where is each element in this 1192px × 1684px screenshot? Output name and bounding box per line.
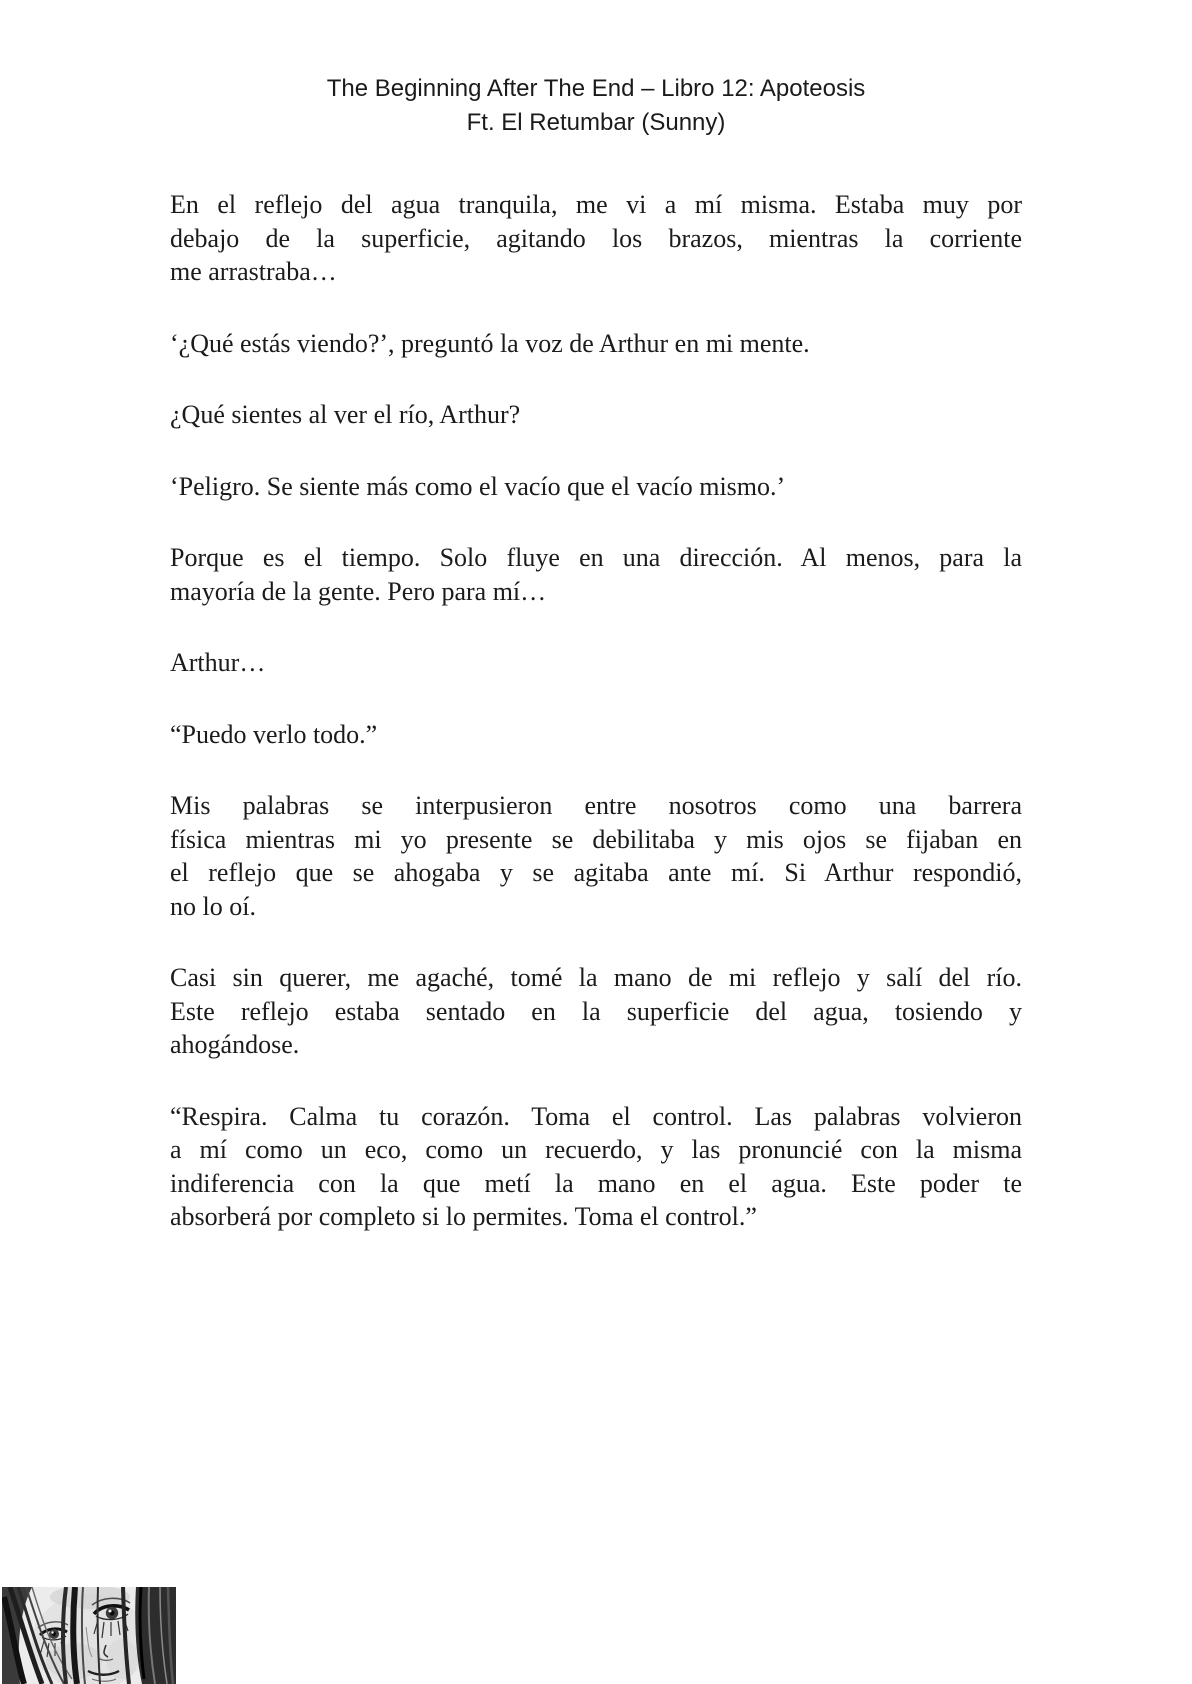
paragraph — [170, 541, 1022, 608]
paragraph — [170, 718, 1022, 752]
paragraph-line: Porque es el tiempo. Solo fluye en una dirección. Al menos, para la — [170, 543, 1022, 572]
paragraph — [170, 789, 1022, 923]
paragraph-line: me arrastraba… — [170, 257, 337, 286]
paragraph-line: debajo de la superficie, agitando los brazos, mientras la corriente — [170, 223, 1022, 253]
paragraph-line: Este reflejo estaba sentado en la superficie del agua, tosiendo y — [170, 996, 1022, 1026]
paragraph-line: “Puedo verlo todo.” — [170, 719, 378, 749]
paragraph-line: Arthur… — [170, 648, 266, 677]
manga-face-drawing — [2, 1587, 176, 1684]
document-title-line2: Ft. El Retumbar (Sunny) — [466, 109, 726, 136]
paragraph — [170, 1100, 1022, 1234]
paragraph-line: “Respira. Calma tu corazón. Toma el control. Las palabras volvieron — [170, 1101, 1022, 1131]
paragraph-line: Mis palabras se interpusieron entre nosotros como una barrera — [170, 791, 1022, 820]
paragraph-line: Casi sin querer, me agaché, tomé la mano de mi reflejo y salí del río. — [170, 963, 1022, 992]
paragraph — [170, 961, 1022, 1062]
paragraph — [170, 398, 1022, 432]
paragraph — [170, 188, 1022, 289]
paragraph — [170, 646, 1022, 680]
paragraph-line: ahogándose. — [170, 1030, 300, 1059]
document-title-line1: The Beginning After The End – Libro 12: Apoteosis — [326, 75, 866, 102]
manga-face-illustration — [2, 1587, 176, 1684]
paragraph-line: absorberá por completo si lo permites. Toma el control.” — [170, 1202, 757, 1231]
paragraph — [170, 327, 1022, 361]
paragraph-line: ‘¿Qué estás viendo?’, preguntó la voz de Arthur en mi mente. — [170, 328, 810, 358]
paragraph-line: el reflejo que se ahogaba y se agitaba ante mí. Si Arthur respondió, — [170, 858, 1022, 887]
paragraph-line: física mientras mi yo presente se debilitaba y mis ojos se fijaban en — [170, 824, 1022, 854]
paragraph-line: ‘Peligro. Se siente más como el vacío que el vacío mismo.’ — [170, 471, 786, 501]
paragraph-line: a mí como un eco, como un recuerdo, y las pronuncié con la misma — [170, 1135, 1022, 1164]
paragraph-line: ¿Qué sientes al ver el río, Arthur? — [170, 400, 521, 429]
document-header — [0, 0, 1192, 140]
document-body — [170, 188, 1022, 1234]
paragraph-line: no lo oí. — [170, 891, 256, 921]
paragraph-line: indiferencia con la que metí la mano en el agua. Este poder te — [170, 1168, 1022, 1198]
paragraph-line: mayoría de la gente. Pero para mí… — [170, 576, 547, 606]
paragraph — [170, 470, 1022, 504]
paragraph-line: En el reflejo del agua tranquila, me vi a mí misma. Estaba muy por — [170, 190, 1022, 219]
